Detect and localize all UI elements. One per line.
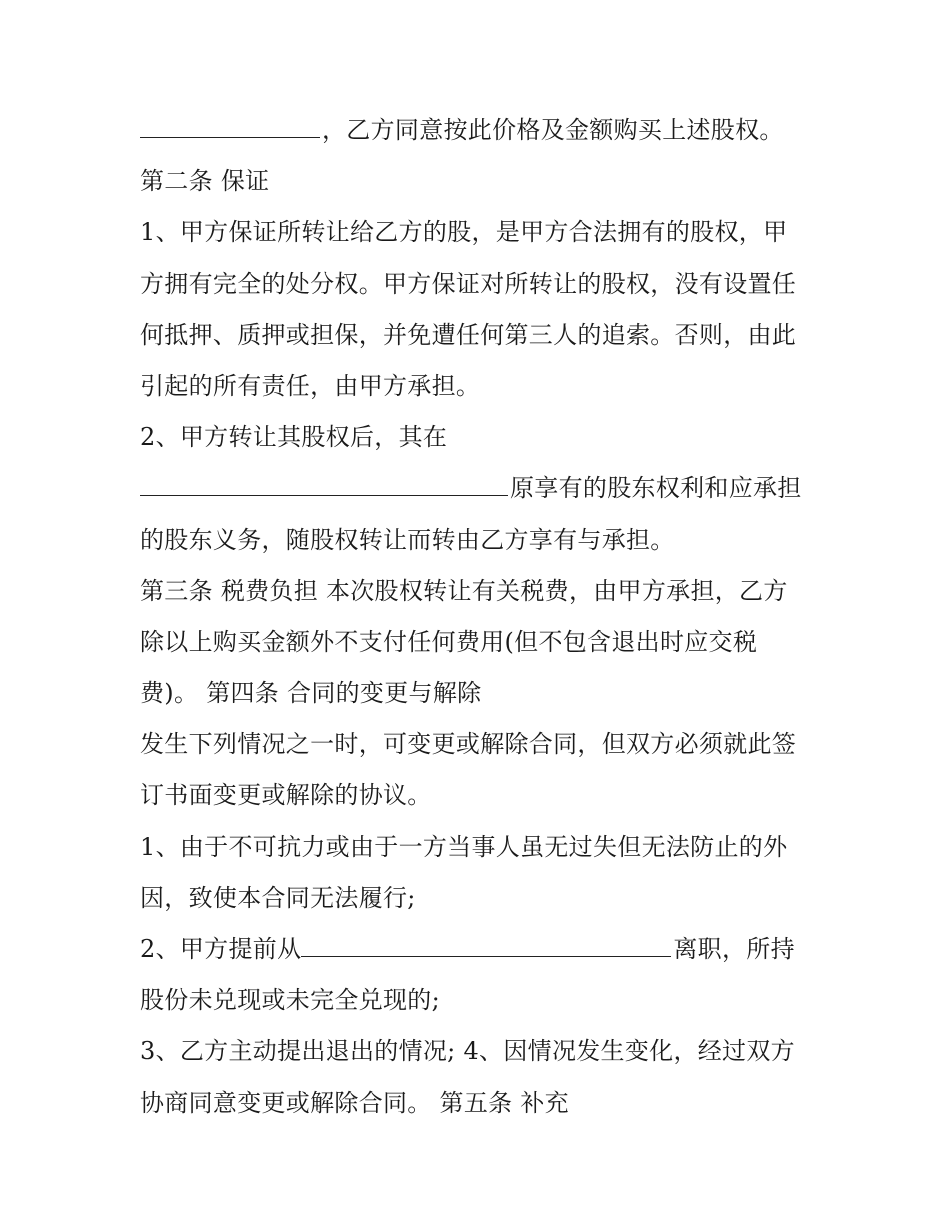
fill-in-blank — [140, 473, 508, 496]
text-line — [140, 924, 820, 975]
fill-in-blank — [140, 115, 320, 138]
text-line: 何抵押、质押或担保，并免遭任何第三人的追索。否则，由此 — [140, 320, 797, 349]
line-text: 2、甲方提前从 — [140, 935, 302, 963]
text-line: 1、由于不可抗力或由于一方当事人虽无过失但无法防止的外 — [140, 832, 788, 861]
line-text: 离职，所持 — [673, 935, 795, 963]
text-line: 费)。 第四条 合同的变更与解除 — [140, 679, 482, 708]
text-line: 的股东义务，随股权转让而转由乙方享有与承担。 — [140, 525, 675, 554]
text-line: 股份未兑现或未完全兑现的; — [140, 986, 440, 1015]
text-line: 方拥有完全的处分权。甲方保证对所转让的股权，没有设置任 — [140, 269, 797, 298]
text-line: 因，致使本合同无法履行; — [140, 883, 416, 912]
text-line: 第三条 税费负担 本次股权转让有关税费，由甲方承担，乙方 — [140, 576, 788, 605]
text-line — [140, 105, 820, 156]
text-line — [140, 463, 820, 514]
text-line: 3、乙方主动提出退出的情况; 4、因情况发生变化，经过双方 — [140, 1037, 795, 1066]
text-line: 发生下列情况之一时，可变更或解除合同，但双方必须就此签 — [140, 730, 797, 759]
section-heading: 第二条 保证 — [140, 167, 270, 196]
line-text: 原享有的股东权利和应承担 — [510, 474, 802, 503]
text-line: 引起的所有责任，由甲方承担。 — [140, 371, 481, 400]
contract-text — [140, 105, 820, 1129]
fill-in-blank — [301, 934, 671, 957]
text-line: 订书面变更或解除的协议。 — [140, 781, 432, 810]
text-line: 2、甲方转让其股权后，其在 — [140, 423, 448, 452]
text-line: 协商同意变更或解除合同。 第五条 补充 — [140, 1088, 569, 1117]
line-text: ，乙方同意按此价格及金额购买上述股权。 — [322, 116, 784, 144]
text-line: 除以上购买金额外不支付任何费用(但不包含退出时应交税 — [140, 627, 758, 656]
text-line: 1、甲方保证所转让给乙方的股，是甲方合法拥有的股权，甲 — [140, 218, 788, 247]
